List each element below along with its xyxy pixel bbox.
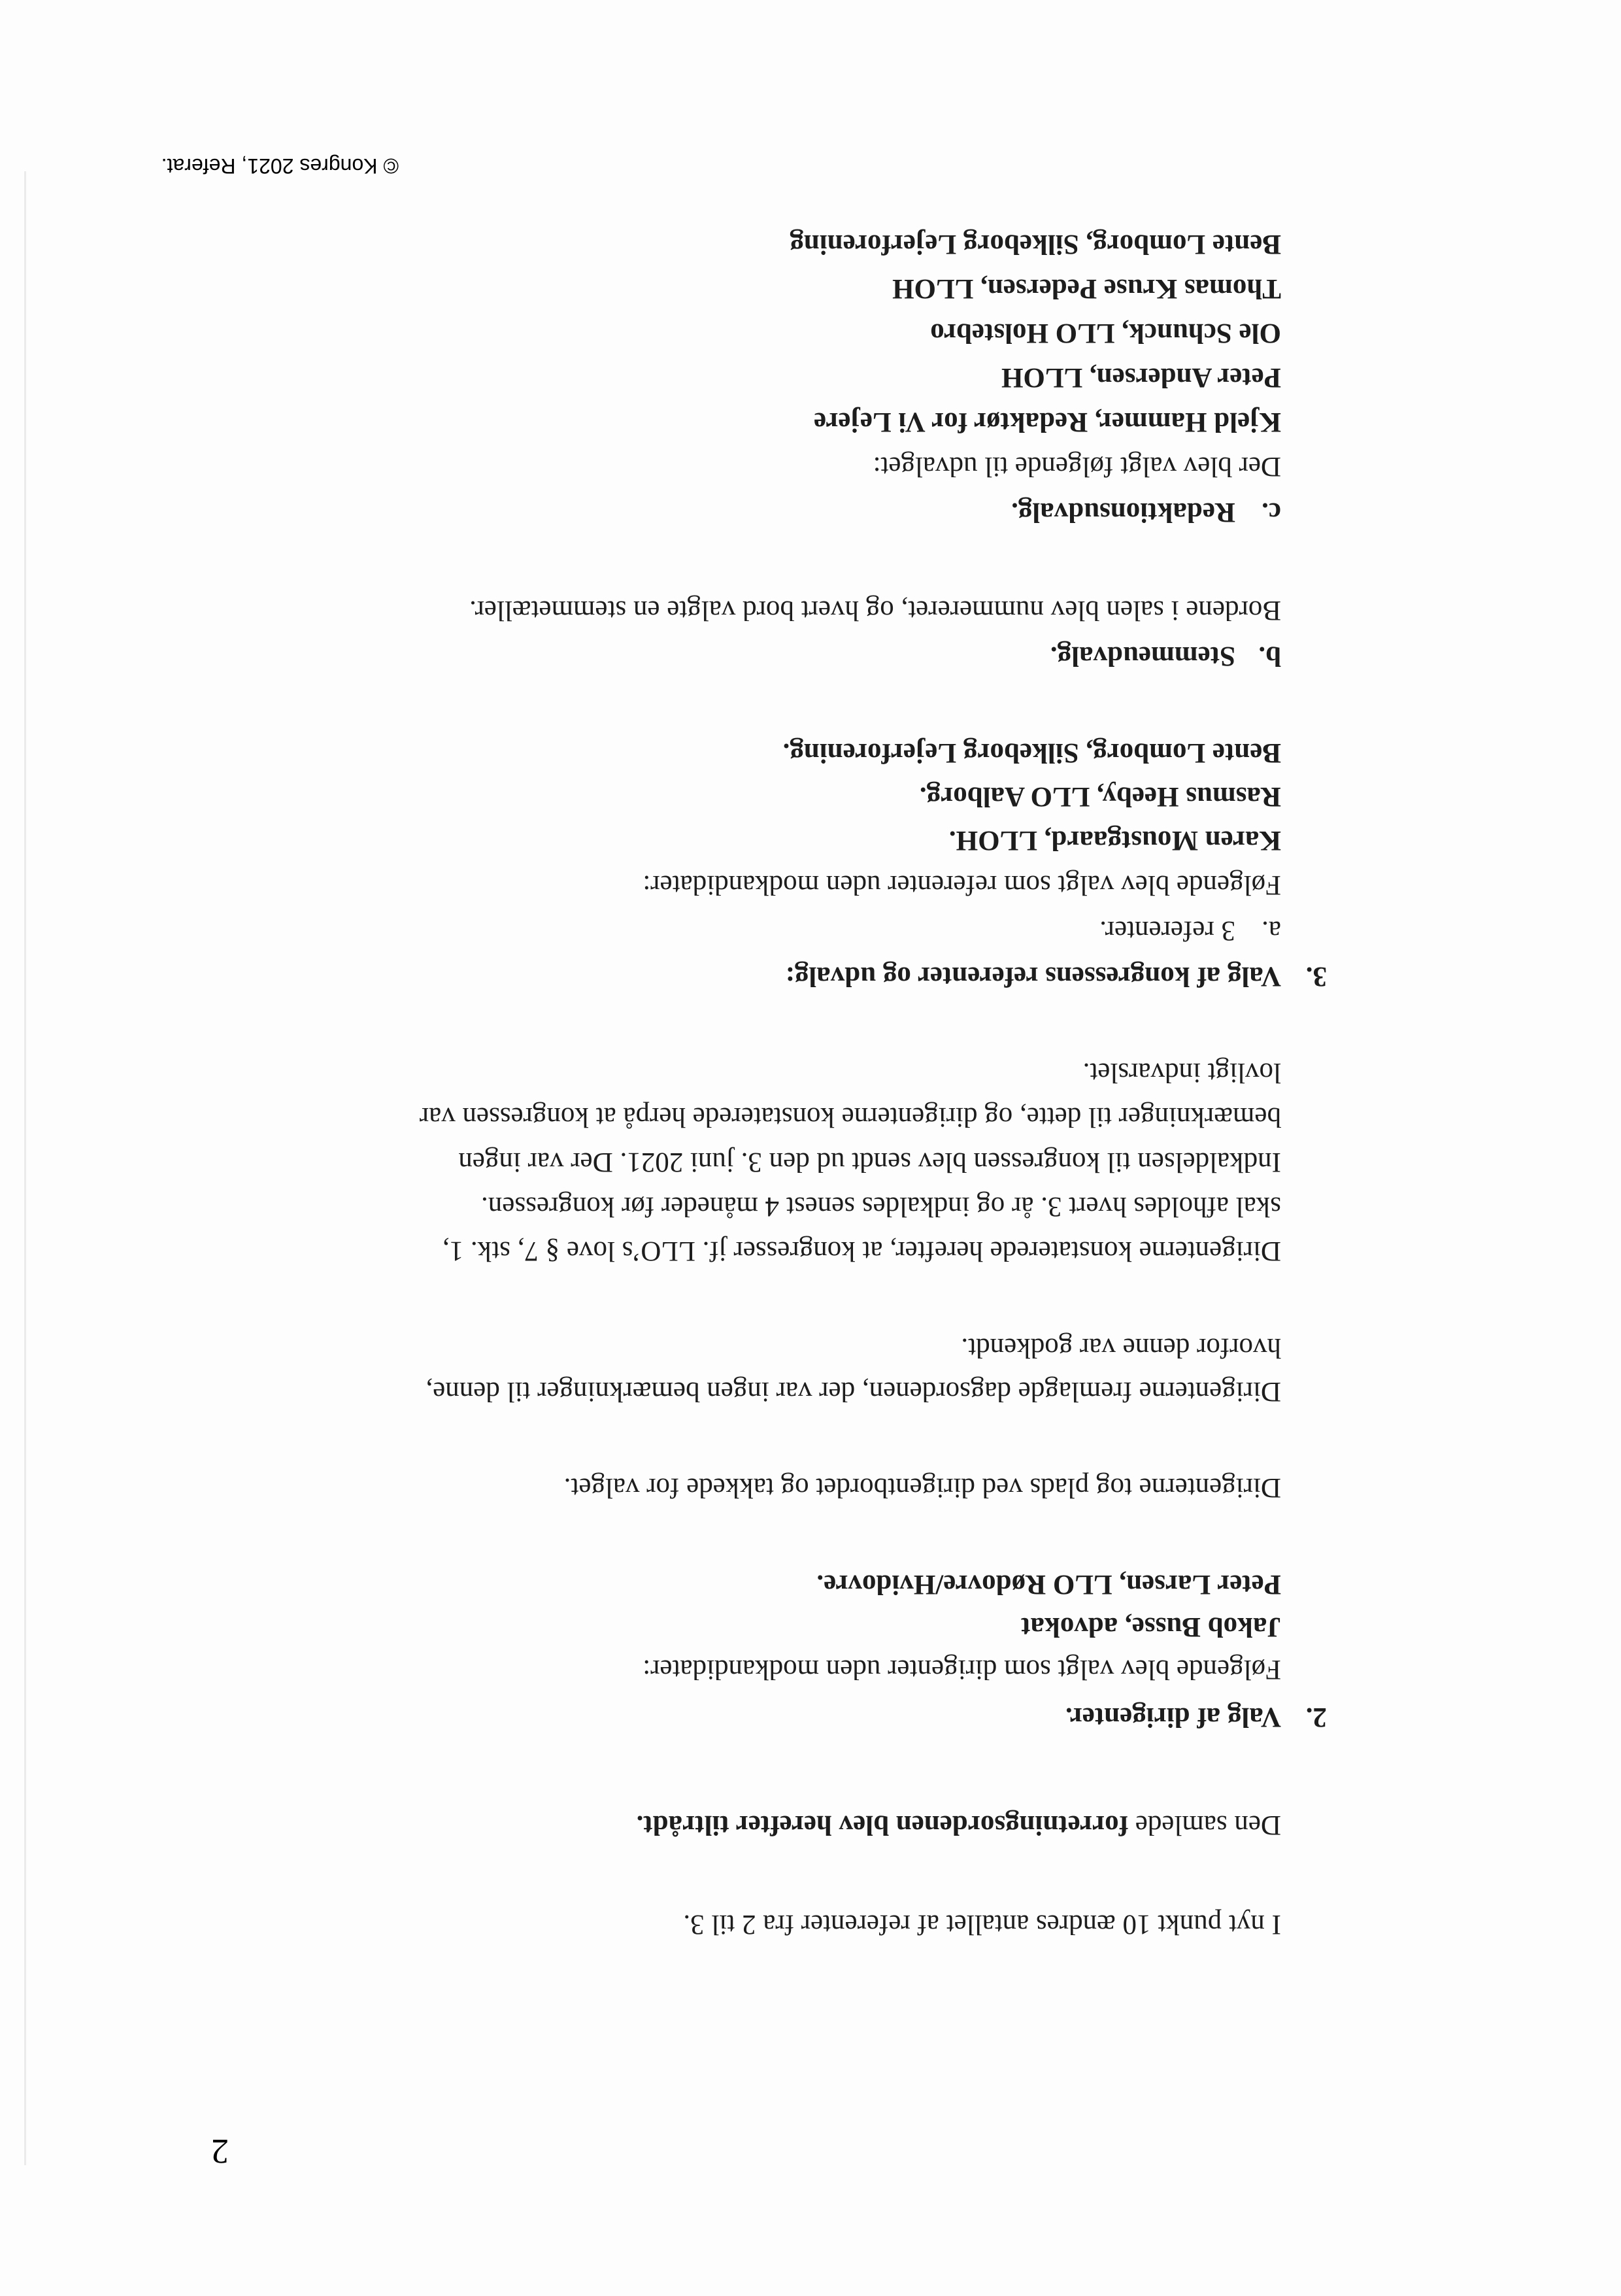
- subsection-c-label: c.: [1262, 497, 1281, 528]
- section-3-heading: [786, 954, 1327, 998]
- page-footer: © Kongres 2021, Referat.: [161, 154, 399, 178]
- section-2-title: Valg af dirigenter.: [1065, 1702, 1281, 1732]
- paragraph-new-point: I nyt punkt 10 ændres antallet af referenter fra 2 til 3.: [683, 1909, 1281, 1940]
- section-2-paragraph-2-line-1: Dirigenterne fremlagde dagsordenen, der var ingen bemærkninger til denne,: [426, 1376, 1281, 1407]
- subsection-a-heading: [1099, 908, 1281, 953]
- subsection-c-intro: Der blev valgt følgende til udvalget:: [873, 451, 1281, 482]
- subsection-a-intro: Følgende blev valgt som referenter uden modkandidater:: [643, 869, 1281, 900]
- subsection-a-title: 3 referenter.: [1099, 915, 1235, 946]
- page-number: 2: [211, 2132, 229, 2171]
- scan-margin-line: [24, 171, 26, 2165]
- committee-name-1: Kjeld Hammer, Redaktør for Vi Lejere: [814, 407, 1281, 437]
- section-2-paragraph-3-line-5: lovligt indvarslet.: [1082, 1057, 1281, 1088]
- section-2-paragraph-3-line-4: bemærkninger til dette, og dirigenterne konstaterede herpå at kongressen var: [419, 1102, 1281, 1132]
- subsection-c-title: Redaktionsudvalg.: [1011, 497, 1235, 528]
- section-2-intro: Følgende blev valgt som dirigenter uden modkandidater:: [643, 1654, 1281, 1685]
- section-2-paragraph-1: Dirigenterne tog plads ved dirigentbordet og takkede for valget.: [563, 1472, 1281, 1503]
- section-3-number: 3.: [1305, 961, 1327, 992]
- referent-name-3: Bente Lomborg, Silkeborg Lejerforening.: [782, 737, 1281, 768]
- section-2-paragraph-3-line-1: Dirigenterne konstaterede herefter, at kongresser jf. LLO’s love § 7, stk. 1,: [442, 1236, 1281, 1266]
- section-2-paragraph-3-line-3: Indkaldelsen til kongressen blev sendt ud den 3. juni 2021. Der var ingen: [458, 1147, 1281, 1177]
- referent-name-1: Karen Moustgaard, LLOH.: [948, 825, 1281, 856]
- paragraph-agenda-approved: [637, 1802, 1281, 1847]
- committee-name-3: Ole Schunck, LLO Holstebro: [930, 318, 1281, 348]
- section-2-number: 2.: [1305, 1702, 1327, 1732]
- section-2-heading: [1065, 1695, 1327, 1739]
- referent-name-2: Rasmus Heeby, LLO Aalborg.: [919, 781, 1281, 812]
- section-2-paragraph-2-line-2: hvorfor denne var godkendt.: [961, 1332, 1281, 1363]
- subsection-b-text: Bordene i salen blev nummereret, og hvert bord valgte en stemmetæller.: [469, 595, 1281, 626]
- agenda-bold-text: forretningsordenen blev herefter tiltrådt.: [636, 1810, 1128, 1840]
- subsection-b-heading: [1050, 633, 1281, 678]
- subsection-c-heading: [1011, 490, 1281, 534]
- committee-name-5: Bente Lomborg, Silkeborg Lejerforening: [790, 229, 1281, 260]
- section-2-paragraph-3-line-2: skal afholdes hvert 3. år og indkaldes senest 4 måneder før kongressen.: [481, 1191, 1281, 1222]
- agenda-text: Den samlede: [1128, 1810, 1281, 1840]
- subsection-b-title: Stemmeudvalg.: [1050, 641, 1235, 671]
- subsection-a-label: a.: [1262, 915, 1281, 946]
- subsection-b-label: b.: [1258, 641, 1281, 671]
- committee-name-2: Peter Andersen, LLOH: [1001, 362, 1281, 393]
- committee-name-4: Thomas Kruse Pedersen, LLOH: [892, 273, 1281, 304]
- section-3-title: Valg af kongressens referenter og udvalg:: [785, 961, 1281, 992]
- dirigent-name-2: Peter Larsen, LLO Rødovre/Hvidovre.: [816, 1569, 1281, 1600]
- dirigent-name-1: Jakob Busse, advokat: [1021, 1612, 1281, 1642]
